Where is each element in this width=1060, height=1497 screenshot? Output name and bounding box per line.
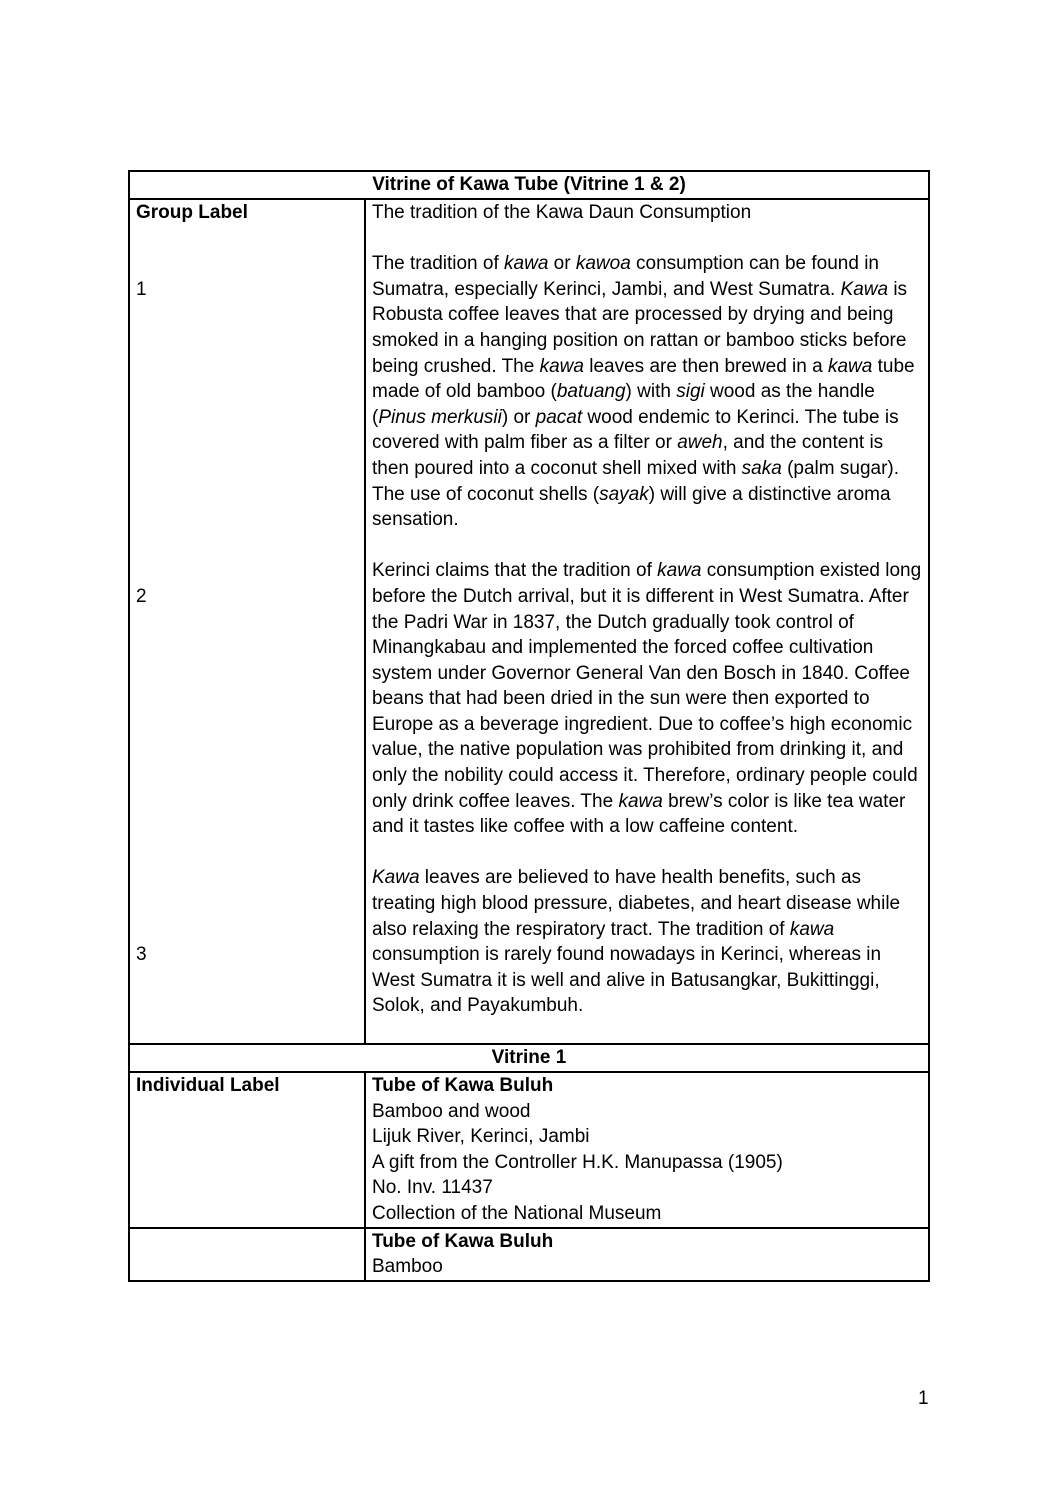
vitrine1-header-row: [129, 1044, 929, 1072]
paragraph-2: Kerinci claims that the tradition of kawa consumption existed long before the Dutch arrival, but it is different in West Sumatra. After the Padri War in 1837, the Dutch gradually took control of Minangkabau and implemented the forced coffee cultivation system under Governor General Van den Bosch in 1840. Coffee beans that had been dried in the sun were then exported to Europe as a beverage ingredient. Due to coffee’s high economic value, the native population was prohibited from drinking it, and only the nobility could access it. Therefore, ordinary people could only drink coffee leaves. The kawa brew’s color is like tea water and it tastes like coffee with a low caffeine content.: [372, 560, 922, 838]
item1-line: Collection of the National Museum: [372, 1202, 662, 1224]
paragraph-number-1: 1: [136, 278, 147, 300]
item2-line: Bamboo: [372, 1256, 443, 1278]
item1-cell: [365, 1072, 929, 1228]
group-text-cell: [365, 199, 929, 1044]
paragraph-1: The tradition of kawa or kawoa consumption can be found in Sumatra, especially Kerinci, Jambi, and West Sumatra. Kawa is Robusta coffee leaves that are processed by drying and being smoked in a hanging position on rattan or bamboo sticks before being crushed. The kawa leaves are then brewed in a kawa tube made of old bamboo (batuang) with sigi wood as the handle (Pinus merkusii) or pacat wood endemic to Kerinci. The tube is covered with palm fiber as a filter or aweh, and the content is then poured into a coconut shell mixed with saka (palm sugar). The use of coconut shells (sayak) will give a distinctive aroma sensation.: [372, 253, 915, 531]
label-table: [128, 170, 930, 1282]
paragraph-number-2: 2: [136, 585, 147, 607]
paragraph-3: Kawa leaves are believed to have health benefits, such as treating high blood pressure, diabetes, and heart disease while also relaxing the respiratory tract. The tradition of kawa consumption is rarely found nowadays in Kerinci, whereas in West Sumatra it is well and alive in Batusangkar, Bukittinggi, Solok, and Payakumbuh.: [372, 867, 901, 1017]
paragraph-number-3: 3: [136, 944, 147, 966]
item1-line: A gift from the Controller H.K. Manupassa (1905): [372, 1151, 783, 1173]
item2-title: Tube of Kawa Buluh: [372, 1230, 554, 1252]
group-label-row: [129, 199, 929, 1044]
item2-left-cell: [129, 1228, 365, 1281]
individual-label-heading: Individual Label: [129, 1072, 365, 1228]
item1-line: Lijuk River, Kerinci, Jambi: [372, 1126, 590, 1148]
item1-line: No. Inv. 11437: [372, 1177, 493, 1199]
item2-row: [129, 1228, 929, 1281]
item1-title: Tube of Kawa Buluh: [372, 1075, 554, 1096]
table-title: Vitrine of Kawa Tube (Vitrine 1 & 2): [129, 171, 929, 199]
table-title-row: [129, 171, 929, 199]
group-label-heading: Group Label: [136, 202, 248, 223]
group-title: The tradition of the Kawa Daun Consumption: [372, 202, 752, 223]
item1-line: Bamboo and wood: [372, 1100, 531, 1122]
item2-cell: [365, 1228, 929, 1281]
page-number: 1: [918, 1388, 929, 1409]
group-label-cell: [129, 199, 365, 1044]
vitrine1-header: Vitrine 1: [129, 1044, 929, 1072]
individual-label-row: [129, 1072, 929, 1228]
